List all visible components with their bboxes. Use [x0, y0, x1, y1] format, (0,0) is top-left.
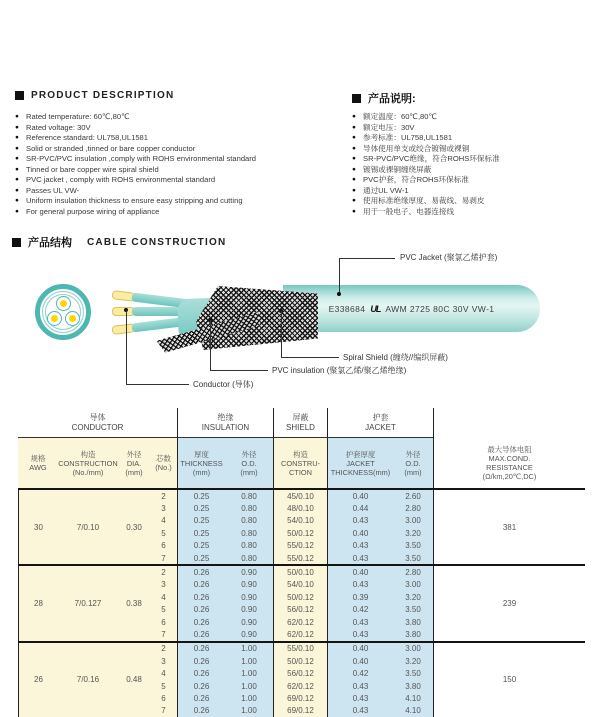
cable-spec-print: AWM 2725 80C 30V VW-1 [385, 303, 495, 314]
jacket-thickness-value: 0.43 [327, 540, 393, 552]
cable-construction-title-zh: 产品结构 [28, 237, 72, 249]
column-header-line: 护套厚度 [345, 449, 376, 459]
cert-number: E338684 [328, 303, 366, 314]
cores-value: 3 [150, 502, 177, 514]
insulation-od-value: 0.90 [225, 579, 273, 591]
column-header [58, 438, 118, 488]
shield-label: Spiral Shield (缠绕//编织屏蔽) [343, 353, 448, 362]
leader-line [339, 258, 395, 259]
insulation-thickness-value: 0.25 [177, 552, 225, 564]
column-header [150, 438, 177, 488]
column-header-line: (No.) [155, 463, 172, 472]
column-header-line: 外径 [241, 449, 257, 459]
insulation-od-value: 1.00 [225, 680, 273, 692]
column-header [18, 438, 58, 488]
insulation-thickness-value: 0.26 [177, 655, 225, 667]
column-header-line: DIA. [126, 458, 142, 468]
group-header [273, 408, 327, 438]
group-header [177, 408, 273, 438]
shield-construction-value: 45/0.10 [273, 490, 327, 502]
jacket-od-value: 3.80 [393, 680, 433, 692]
insulation-thickness-value: 0.26 [177, 579, 225, 591]
cores-value: 5 [150, 604, 177, 616]
jacket-od-value: 3.00 [393, 515, 433, 527]
insulation-thickness-value: 0.26 [177, 705, 225, 717]
leader-line [281, 311, 282, 357]
cores-value: 5 [150, 527, 177, 539]
square-bullet-icon [352, 94, 361, 103]
column-header-line: MAX.COND. [488, 454, 531, 463]
column-header [273, 438, 327, 488]
jacket-thickness-value: 0.40 [327, 490, 393, 502]
group-header [327, 408, 433, 438]
bullet-item: ● 镀锡或裸铜缠绕屏蔽 [352, 165, 500, 176]
leader-dot [337, 292, 341, 296]
jacket-od-value: 3.00 [393, 579, 433, 591]
column-header [225, 438, 273, 488]
group-header-spacer [433, 408, 585, 438]
bullet-item: ● 额定电压：30V [352, 123, 500, 134]
group-header-en: CONDUCTOR [71, 422, 124, 432]
insulation-thickness-value: 0.26 [177, 692, 225, 704]
column-header [118, 438, 150, 488]
awg-value: 30 [18, 490, 58, 564]
resistance-value: 239 [433, 566, 585, 640]
jacket-thickness-value: 0.43 [327, 616, 393, 628]
cores-value: 7 [150, 628, 177, 640]
jacket-thickness-value: 0.43 [327, 692, 393, 704]
column-header-line: (mm) [125, 467, 143, 477]
insulation-od-value: 1.00 [225, 655, 273, 667]
column-header-line: 芯数 [156, 454, 171, 463]
jacket-thickness-value: 0.42 [327, 667, 393, 679]
table-block [18, 488, 585, 564]
shield-construction-value: 56/0.12 [273, 667, 327, 679]
insulation-od-value: 0.90 [225, 628, 273, 640]
column-header-line: 外径 [405, 449, 421, 459]
insulation-od-value: 0.90 [225, 604, 273, 616]
conductor-core-icon [56, 296, 71, 311]
insulation-od-value: 0.80 [225, 490, 273, 502]
square-bullet-icon [12, 238, 21, 247]
insulation-thickness-value: 0.25 [177, 502, 225, 514]
cores-value: 2 [150, 490, 177, 502]
cable-construction-title-en: CABLE CONSTRUCTION [87, 236, 227, 248]
resistance-value: 381 [433, 490, 585, 564]
jacket-thickness-value: 0.42 [327, 604, 393, 616]
jacket-od-value: 3.00 [393, 643, 433, 655]
bullet-item: ● 用于一般电子、电器连接线 [352, 207, 500, 218]
jacket-od-value: 2.80 [393, 566, 433, 578]
product-description-list-en [15, 112, 256, 217]
insulation-thickness-value: 0.26 [177, 616, 225, 628]
insulation-od-value: 0.90 [225, 566, 273, 578]
cores-value: 4 [150, 667, 177, 679]
awg-value: 28 [18, 566, 58, 640]
bullet-item: ● Reference standard: UL758,UL1581 [15, 133, 256, 144]
column-header [393, 438, 433, 488]
cores-value: 6 [150, 540, 177, 552]
insulation-od-value: 0.80 [225, 552, 273, 564]
bullet-item: ● Uniform insulation thickness to ensure easy stripping and cutting [15, 196, 256, 207]
product-description-title-zh-text: 产品说明: [368, 93, 416, 105]
shield-construction-value: 50/0.12 [273, 655, 327, 667]
leader-line [126, 384, 189, 385]
shield-construction-value: 50/0.10 [273, 566, 327, 578]
group-header-en: SHIELD [286, 422, 315, 432]
cores-value: 5 [150, 680, 177, 692]
bullet-item: ● Tinned or bare copper wire spiral shield [15, 165, 256, 176]
cores-value: 2 [150, 643, 177, 655]
jacket-od-value: 3.80 [393, 616, 433, 628]
insulation-thickness-value: 0.26 [177, 643, 225, 655]
jacket-thickness-value: 0.43 [327, 552, 393, 564]
shield-construction-value: 69/0.12 [273, 692, 327, 704]
cores-value: 6 [150, 616, 177, 628]
bullet-item: ● Solid or stranded ,tinned or bare copper conductor [15, 144, 256, 155]
bullet-item: ● 导体使用单支或绞合镀锡或裸铜 [352, 144, 500, 155]
insulation-label: PVC insulation (聚氯乙烯/聚乙烯绝缘) [272, 366, 407, 375]
jacket-thickness-value: 0.44 [327, 502, 393, 514]
column-header-line: (mm) [192, 467, 211, 477]
cable-cross-section [35, 284, 91, 340]
bullet-item: ● SR-PVC/PVC绝缘，符合ROHS环保标准 [352, 154, 500, 165]
leader-line [210, 370, 268, 371]
leader-line [339, 258, 340, 294]
jacket-od-value: 3.50 [393, 604, 433, 616]
jacket-thickness-value: 0.40 [327, 527, 393, 539]
jacket-od-value: 3.80 [393, 628, 433, 640]
dia-value: 0.30 [118, 490, 150, 564]
bullet-item: ● PVC jacket , comply with ROHS environmental standard [15, 175, 256, 186]
jacket-od-value: 4.10 [393, 705, 433, 717]
insulation-od-value: 1.00 [225, 667, 273, 679]
jacket-thickness-value: 0.43 [327, 628, 393, 640]
leader-line [210, 320, 211, 371]
shield-construction-value: 62/0.12 [273, 616, 327, 628]
group-header-zh: 导体 [89, 413, 106, 422]
jacket-thickness-value: 0.43 [327, 680, 393, 692]
cores-value: 4 [150, 515, 177, 527]
group-header-en: JACKET [365, 422, 396, 432]
table-group-header-row [18, 408, 585, 438]
insulation-thickness-value: 0.25 [177, 490, 225, 502]
construction-value: 7/0.16 [58, 643, 118, 717]
bullet-item: ● SR-PVC/PVC insulation ,comply with ROHS environmental standard [15, 154, 256, 165]
jacket-thickness-value: 0.40 [327, 643, 393, 655]
table-block [18, 641, 585, 717]
cores-value: 6 [150, 692, 177, 704]
conductor-core-icon [47, 311, 62, 326]
shield-construction-value: 54/0.10 [273, 515, 327, 527]
bullet-item: ● For general purpose wiring of appliance [15, 207, 256, 218]
jacket-thickness-value: 0.43 [327, 515, 393, 527]
product-description-title-text: PRODUCT DESCRIPTION [31, 90, 175, 101]
jacket-od-value: 2.80 [393, 502, 433, 514]
column-header-line: RESISTANCE [486, 463, 533, 472]
column-header-line: CONSTRUCTION [58, 458, 118, 468]
jacket-od-value: 3.20 [393, 527, 433, 539]
shield-construction-value: 55/0.10 [273, 643, 327, 655]
table-body [18, 488, 585, 717]
column-header-line: O.D. [405, 458, 421, 468]
cores-value: 7 [150, 705, 177, 717]
construction-value: 7/0.10 [58, 490, 118, 564]
column-header-line: THICKNESS [180, 458, 223, 468]
awg-value: 26 [18, 643, 58, 717]
insulation-od-value: 0.90 [225, 616, 273, 628]
column-header-line: (Ω/km,20℃,DC) [482, 472, 537, 481]
column-header [177, 438, 225, 488]
column-header-line: CONSTRU- [280, 458, 320, 468]
jacket-thickness-value: 0.43 [327, 579, 393, 591]
insulation-od-value: 0.90 [225, 591, 273, 603]
jacket-od-value: 3.50 [393, 552, 433, 564]
shield-construction-value: 54/0.10 [273, 579, 327, 591]
group-header-zh: 护套 [372, 413, 389, 422]
cable-jacket-tube [283, 285, 540, 332]
shield-construction-value: 69/0.12 [273, 705, 327, 717]
construction-value: 7/0.127 [58, 566, 118, 640]
insulation-od-value: 1.00 [225, 643, 273, 655]
jacket-od-value: 3.50 [393, 540, 433, 552]
column-header [327, 438, 393, 488]
column-header-line: (mm) [404, 467, 422, 477]
column-header-line: 厚度 [194, 449, 209, 459]
column-header-line: AWG [29, 463, 47, 472]
insulation-thickness-value: 0.26 [177, 667, 225, 679]
leader-line [126, 310, 127, 385]
insulation-thickness-value: 0.25 [177, 540, 225, 552]
group-header [18, 408, 177, 438]
square-bullet-icon [15, 91, 24, 100]
insulation-od-value: 1.00 [225, 692, 273, 704]
insulation-thickness-value: 0.25 [177, 527, 225, 539]
bullet-item: ● PVC护套，符合ROHS环保标准 [352, 175, 500, 186]
product-description-list-zh [352, 112, 500, 217]
bullet-item: ● Rated voltage: 30V [15, 123, 256, 134]
dia-value: 0.48 [118, 643, 150, 717]
bullet-item: ● Passes UL VW- [15, 186, 256, 197]
jacket-od-value: 2.60 [393, 490, 433, 502]
product-description-title-zh [352, 90, 416, 106]
insulation-od-value: 0.80 [225, 515, 273, 527]
column-header [433, 438, 585, 488]
column-header-line: (No./mm) [72, 467, 104, 477]
group-header-zh: 屏蔽 [292, 413, 309, 422]
table-subheader-row [18, 438, 585, 488]
group-header-en: INSULATION [201, 422, 250, 432]
bullet-item: ● 使用标准绝缘厚度、易裁线、易剥皮 [352, 196, 500, 207]
column-header-line: 规格 [30, 454, 46, 463]
insulation-thickness-value: 0.26 [177, 591, 225, 603]
column-header-line: O.D. [241, 458, 257, 468]
column-header-line: (mm) [240, 467, 258, 477]
shield-construction-value: 56/0.12 [273, 604, 327, 616]
insulation-od-value: 0.80 [225, 502, 273, 514]
jacket-od-value: 3.20 [393, 655, 433, 667]
bullet-item: ● Rated temperature: 60℃,80℃ [15, 112, 256, 123]
column-header-line: 构造 [80, 449, 96, 459]
column-header-line: JACKET [346, 458, 375, 468]
shield-construction-value: 55/0.12 [273, 540, 327, 552]
shield-construction-value: 50/0.12 [273, 591, 327, 603]
product-description-title [15, 90, 174, 101]
cores-value: 3 [150, 579, 177, 591]
cores-value: 4 [150, 591, 177, 603]
jacket-od-value: 3.20 [393, 591, 433, 603]
bullet-item: ● 参考标准：UL758,UL1581 [352, 133, 500, 144]
jacket-od-value: 4.10 [393, 692, 433, 704]
table-block [18, 564, 585, 640]
shield-construction-value: 62/0.12 [273, 680, 327, 692]
cores-value: 7 [150, 552, 177, 564]
insulation-od-value: 0.80 [225, 540, 273, 552]
jacket-thickness-value: 0.40 [327, 566, 393, 578]
cores-value: 3 [150, 655, 177, 667]
shield-construction-value: 48/0.10 [273, 502, 327, 514]
insulation-thickness-value: 0.26 [177, 628, 225, 640]
jacket-thickness-value: 0.43 [327, 705, 393, 717]
insulation-thickness-value: 0.26 [177, 680, 225, 692]
column-header-line: 外径 [126, 449, 142, 459]
spec-table [18, 408, 585, 717]
insulation-od-value: 1.00 [225, 705, 273, 717]
dia-value: 0.38 [118, 566, 150, 640]
cores-value: 2 [150, 566, 177, 578]
bullet-item: ● 额定温度：60℃,80℃ [352, 112, 500, 123]
conductor-label: Conductor (导体) [193, 380, 254, 389]
column-header-line: THICKNESS(mm) [330, 467, 391, 477]
leader-line [281, 357, 339, 358]
insulation-od-value: 0.80 [225, 527, 273, 539]
insulation-thickness-value: 0.25 [177, 515, 225, 527]
jacket-od-value: 3.50 [393, 667, 433, 679]
shield-construction-value: 55/0.12 [273, 552, 327, 564]
jacket-label: PVC Jacket (聚氯乙烯护套) [400, 253, 498, 262]
shield-construction-value: 50/0.12 [273, 527, 327, 539]
cable-construction-title [12, 234, 226, 250]
conductor-core-icon [65, 311, 80, 326]
jacket-thickness-value: 0.39 [327, 591, 393, 603]
insulation-thickness-value: 0.26 [177, 604, 225, 616]
group-header-zh: 绝缘 [217, 413, 234, 422]
ul-mark-icon: UL [370, 303, 381, 314]
column-header-line: 最大导体电阻 [487, 445, 532, 454]
column-header-line: CTION [289, 467, 312, 477]
jacket-thickness-value: 0.40 [327, 655, 393, 667]
shield-construction-value: 62/0.12 [273, 628, 327, 640]
bullet-item: ● 通过UL VW-1 [352, 186, 500, 197]
column-header-line: 构造 [293, 449, 308, 459]
insulation-thickness-value: 0.26 [177, 566, 225, 578]
resistance-value: 150 [433, 643, 585, 717]
